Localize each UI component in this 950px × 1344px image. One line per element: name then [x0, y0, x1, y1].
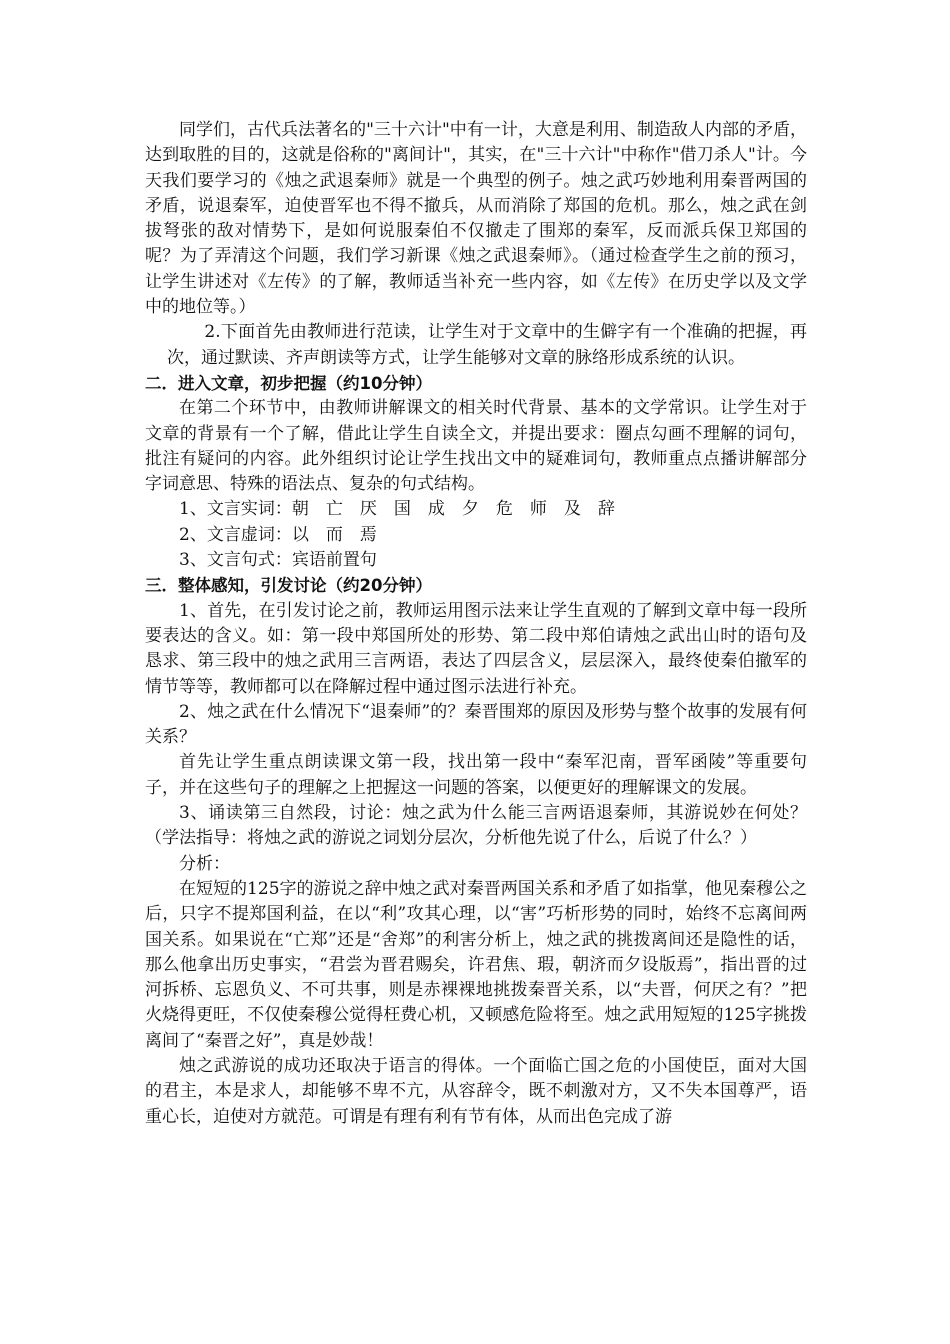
question-paragraph-3: 3、诵读第三自然段，讨论：烛之武为什么能三言两语退秦师，其游说妙在何处？（学法指导：将烛之武的游说之词划分层次，分析他先说了什么，后说了什么？）: [145, 803, 807, 849]
background-paragraph: 在第二个环节中，由教师讲解课文的相关时代背景、基本的文学常识。让学生对于文章的背景有一个了解，借此让学生自读全文，并提出要求：圈点勾画不理解的词句，批注有疑问的内容。此外组织讨论让学生找出文中的疑难词句，教师重点点播讲解部分字词意思、特殊的语法点、复杂的句式结构。: [145, 398, 807, 495]
diagram-method-paragraph: 1、首先，在引发讨论之前，教师运用图示法来让学生直观的了解到文章中每一段所要表达的含义。如：第一段中郑国所处的形势、第二段中郑伯请烛之武出山时的语句及恳求、第三段中的烛之武用三言两语，表达了四层含义，层层深入，最终使秦伯撤军的情节等等，教师都可以在降解过程中通过图示法进行补充。: [145, 600, 807, 697]
analysis-label: 分析：: [179, 853, 230, 874]
list-item-function-words: 2、文言虚词：以 而 焉: [179, 524, 377, 545]
analysis-paragraph: 在短短的125字的游说之辞中烛之武对秦晋两国关系和矛盾了如指掌，他见秦穆公之后，只字不提郑国利益，在以“利”攻其心理，以“害”巧析形势的同时，始终不忘离间两国关系。如果说在“亡郑”还是“舍郑”的利害分析上，烛之武的挑拨离间还是隐性的话，那么他拿出历史事实，“君尝为晋君赐矣，许君焦、瑕，朝济而夕设版焉”，指出晋的过河拆桥、忘恩负义、不可共事，则是赤裸裸地挑拨秦晋关系，以“夫晋，何厌之有？”把火烧得更旺，不仅使秦穆公觉得枉费心机，又顿感危险将至。烛之武用短短的125字挑拨离间了“秦晋之好”，真是妙哉！: [145, 878, 807, 1051]
list-item-sentence-patterns: 3、文言句式：宾语前置句: [179, 550, 377, 571]
language-paragraph: 烛之武游说的成功还取决于语言的得体。一个面临亡国之危的小国使臣，面对大国的君主，本是求人，却能够不卑不亢，从容辞令，既不刺激对方，又不失本国尊严，语重心长，迫使对方就范。可谓是有理有利有节有体，从而出色完成了游: [145, 1055, 807, 1127]
first-section-paragraph: 首先让学生重点朗读课文第一段，找出第一段中“秦军氾南，晋军函陵”等重要句子，并在这些句子的理解之上把握这一问题的答案，以便更好的理解课文的发展。: [145, 752, 807, 798]
question-paragraph-2: 2、烛之武在什么情况下“退秦师”的？秦晋围郑的原因及形势与整个故事的发展有何关系？: [145, 701, 807, 748]
section-heading-3: 三．整体感知，引发讨论（约20分钟）: [145, 576, 432, 596]
section-heading-2: 二．进入文章，初步把握（约10分钟）: [145, 373, 432, 393]
reading-paragraph: 2.下面首先由教师进行范读，让学生对于文章中的生僻字有一个准确的把握，再次，通过默读、齐声朗读等方式，让学生能够对文章的脉络形成系统的认识。: [167, 322, 807, 368]
document-body: [145, 118, 807, 1130]
intro-paragraph: 同学们，古代兵法著名的"三十六计"中有一计，大意是利用、制造敌人内部的矛盾，达到取胜的目的，这就是俗称的"离间计"，其实，在"三十六计"中称作"借刀杀人"计。今天我们要学习的《烛之武退秦师》就是一个典型的例子。烛之武巧妙地利用秦晋两国的矛盾，说退秦军，迫使晋军也不得不撤兵，从而消除了郑国的危机。那么，烛之武在剑拔弩张的敌对情势下，是如何说服秦伯不仅撤走了围郑的秦军，反而派兵保卫郑国的呢？为了弄清这个问题，我们学习新课《烛之武退秦师》。（通过检查学生之前的预习，让学生讲述对《左传》的了解，教师适当补充一些内容，如《左传》在历史学以及文学中的地位等。）: [145, 120, 807, 318]
list-item-content-words: 1、文言实词：朝 亡 厌 国 成 夕 危 师 及 辞: [179, 499, 615, 520]
